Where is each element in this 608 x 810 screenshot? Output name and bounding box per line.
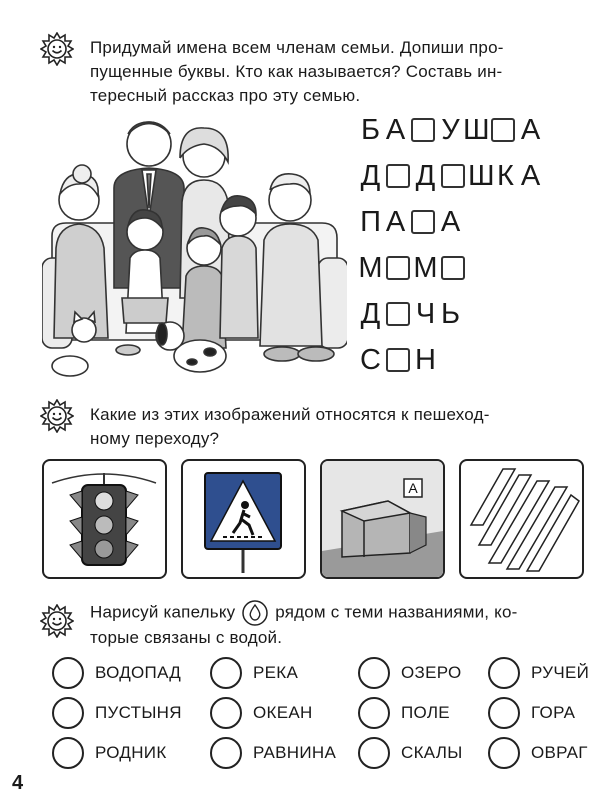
missing-letter-box[interactable] [386, 256, 410, 280]
pedestrian-crossing-sign-icon [183, 461, 304, 577]
option-item[interactable] [358, 697, 450, 729]
option-label: СКАЛЫ [401, 743, 463, 762]
word-row [358, 111, 543, 149]
word-row [358, 249, 468, 287]
task3-text-part: рядом с теми названиями, ко- [275, 602, 518, 622]
answer-circle[interactable] [358, 737, 390, 769]
option-label: ОКЕАН [253, 703, 313, 722]
option-item[interactable] [488, 657, 589, 689]
answer-circle[interactable] [488, 657, 520, 689]
word-row [358, 203, 463, 241]
letter: Ш [468, 159, 495, 192]
option-label: РЕКА [253, 663, 299, 682]
missing-letter-box[interactable] [491, 118, 515, 142]
letter: Д [415, 159, 436, 192]
task2-text [90, 403, 490, 451]
kiosk-icon [322, 461, 443, 577]
option-item[interactable] [210, 697, 313, 729]
task1-line: пущенные буквы. Кто как называется? Составь ин- [90, 62, 503, 81]
task3-line: торые связаны с водой. [90, 628, 283, 647]
answer-circle[interactable] [52, 657, 84, 689]
task3-text-part: Нарисуй капельку [90, 602, 236, 622]
sun-icon [40, 604, 74, 638]
option-label: РУЧЕЙ [531, 663, 590, 682]
option-label: ГОРА [531, 703, 576, 722]
letter: А [520, 113, 541, 146]
task3-text [90, 600, 518, 650]
answer-circle[interactable] [358, 697, 390, 729]
option-label: РАВНИНА [253, 743, 337, 762]
missing-letter-box[interactable] [386, 164, 410, 188]
letter: Ь [440, 297, 461, 330]
answer-circle[interactable] [52, 737, 84, 769]
word-row [358, 295, 463, 333]
letter: А [385, 205, 406, 238]
task1-text [90, 36, 504, 108]
answer-circle[interactable] [52, 697, 84, 729]
missing-letter-box[interactable] [411, 118, 435, 142]
option-item[interactable] [210, 657, 298, 689]
missing-letter-box[interactable] [441, 256, 465, 280]
answer-circle[interactable] [488, 737, 520, 769]
option-item[interactable] [488, 697, 575, 729]
option-label: ОВРАГ [531, 743, 588, 762]
letter: Б [360, 113, 381, 146]
letter: Д [360, 159, 381, 192]
task1-line: тересный рассказ про эту семью. [90, 86, 361, 105]
missing-letter-box[interactable] [386, 302, 410, 326]
answer-circle[interactable] [358, 657, 390, 689]
letter: Д [360, 297, 381, 330]
kiosk-picture[interactable] [320, 459, 445, 579]
crosswalk-sign-picture[interactable] [181, 459, 306, 579]
task3-line [90, 600, 518, 626]
letter: М [413, 251, 438, 284]
traffic-light-picture[interactable] [42, 459, 167, 579]
sign-letter: А [408, 480, 418, 496]
option-label: ОЗЕРО [401, 663, 462, 682]
letter: А [440, 205, 461, 238]
page-number: 4 [12, 772, 24, 794]
task1-line: Придумай имена всем членам семьи. Допиши про- [90, 38, 504, 57]
answer-circle[interactable] [488, 697, 520, 729]
traffic-light-icon [44, 461, 165, 577]
task2-line: Какие из этих изображений относятся к пешеход- [90, 405, 490, 424]
zebra-crossing-picture[interactable] [459, 459, 584, 579]
family-illustration [42, 108, 347, 386]
option-label: ПУСТЫНЯ [95, 703, 182, 722]
zebra-stripes-icon [461, 461, 582, 577]
letter: А [385, 113, 406, 146]
letter: Н [415, 343, 436, 376]
answer-circle[interactable] [210, 697, 242, 729]
option-item[interactable] [488, 737, 588, 769]
word-row [358, 157, 543, 195]
letter: Ш [463, 113, 490, 146]
letter: У [441, 113, 460, 146]
option-item[interactable] [358, 737, 463, 769]
letter: С [360, 343, 381, 376]
option-item[interactable] [52, 657, 181, 689]
answer-circle[interactable] [210, 737, 242, 769]
letter: А [520, 159, 541, 192]
option-label: ПОЛЕ [401, 703, 450, 722]
option-item[interactable] [52, 697, 182, 729]
option-label: РОДНИК [95, 743, 167, 762]
task2-line: ному переходу? [90, 429, 220, 448]
droplet-icon [242, 600, 268, 626]
word-row [358, 341, 438, 379]
option-item[interactable] [210, 737, 336, 769]
sun-icon [40, 399, 74, 433]
missing-letter-box[interactable] [386, 348, 410, 372]
option-item[interactable] [358, 657, 462, 689]
sun-icon [40, 32, 74, 66]
letter: Ч [415, 297, 436, 330]
option-item[interactable] [52, 737, 167, 769]
letter: М [358, 251, 383, 284]
missing-letter-box[interactable] [441, 164, 465, 188]
missing-letter-box[interactable] [411, 210, 435, 234]
answer-circle[interactable] [210, 657, 242, 689]
letter: К [497, 159, 514, 192]
option-label: ВОДОПАД [95, 663, 182, 682]
letter: П [360, 205, 381, 238]
